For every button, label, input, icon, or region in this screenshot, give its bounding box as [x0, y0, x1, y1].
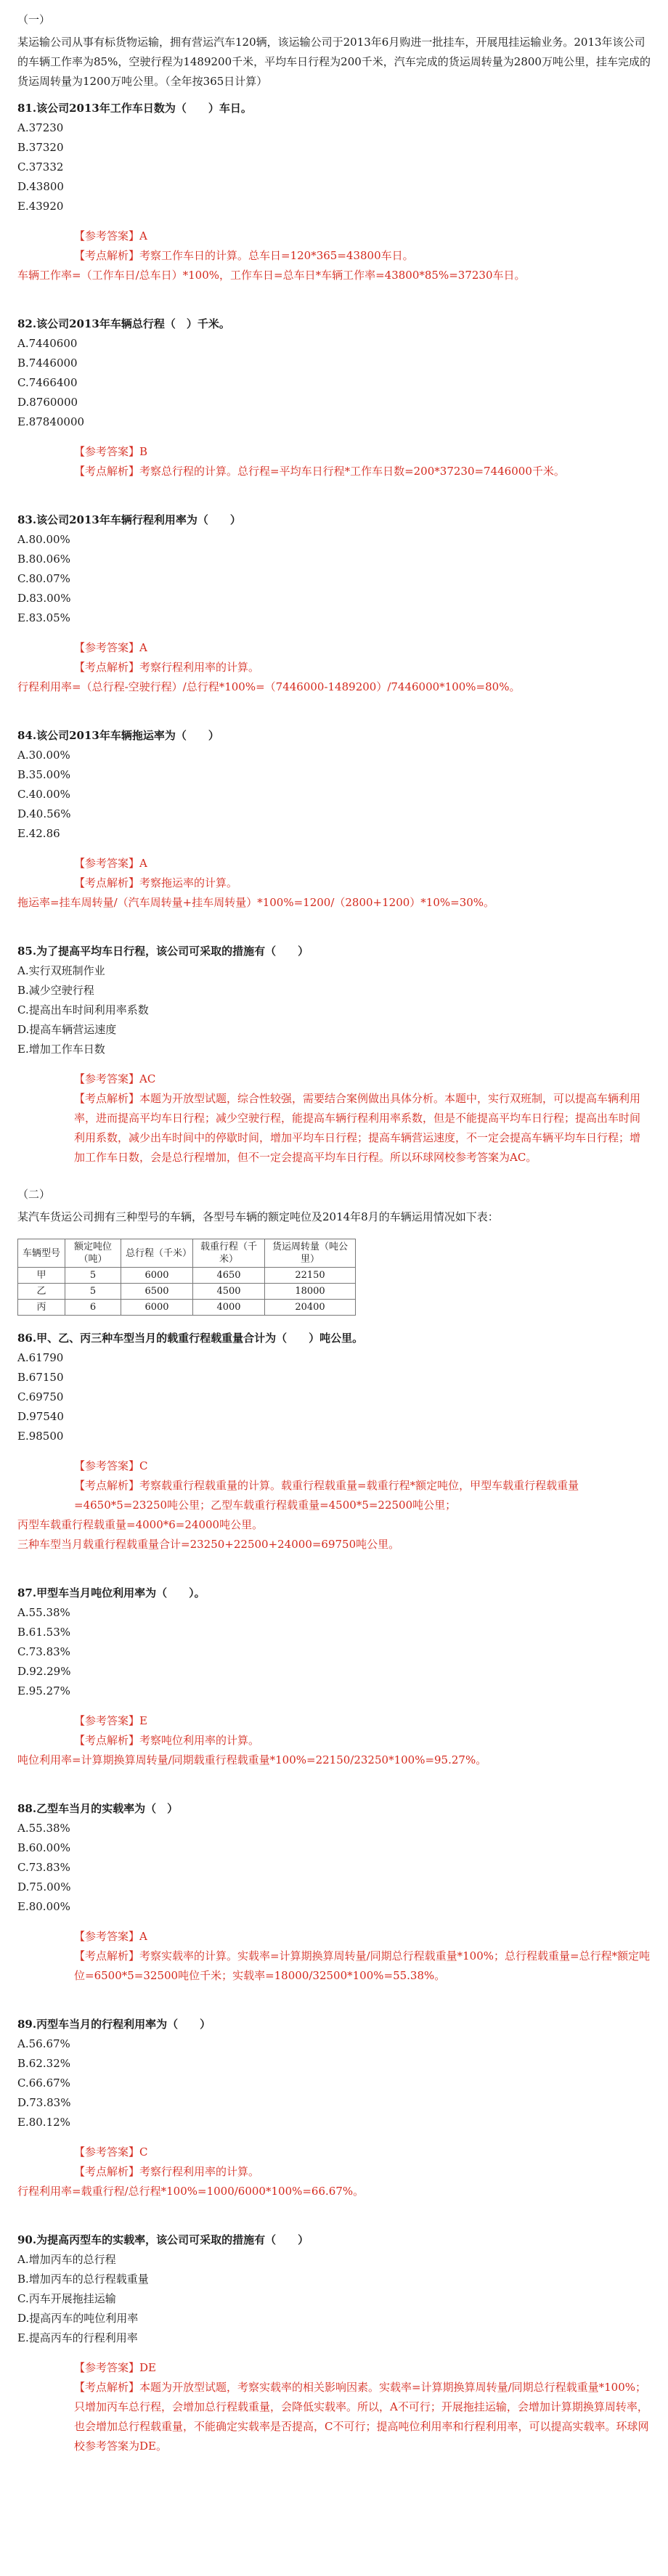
reference-answer: 【参考答案】C [74, 2145, 148, 2159]
table-cell: 4650 [193, 1268, 265, 1284]
table-header-cell: 车辆型号 [18, 1239, 65, 1268]
answer-option: C.69750 [17, 1390, 64, 1403]
question-stem: 85.为了提高平均车日行程，该公司可采取的措施有（ ） [17, 945, 309, 958]
question-block [17, 99, 651, 314]
answer-option: D.40.56% [17, 807, 71, 820]
table-row [18, 1300, 356, 1316]
question-stem: 81.该公司2013年工作车日数为（ ）车日。 [17, 102, 252, 115]
answer-option: B.减少空驶行程 [17, 984, 94, 997]
reference-answer: 【参考答案】C [74, 1459, 148, 1472]
answer-option: D.75.00% [17, 1880, 71, 1894]
document-page [17, 10, 651, 2466]
answer-option: B.增加丙车的总行程载重量 [17, 2273, 149, 2286]
answer-option: B.7446000 [17, 356, 78, 370]
answer-explanation [17, 638, 651, 697]
answer-option: B.67150 [17, 1371, 64, 1384]
analysis-text: 【考点解析】考察行程利用率的计算。 [74, 661, 260, 674]
analysis-text: 【考点解析】考察实载率的计算。实载率=计算期换算周转量/同期总行程载重量*100%；总行程载重量=总行程*额定吨位=6500*5=32500吨位千米；实载率=18000/32500*100%=55.38%。 [74, 1949, 651, 1982]
table-cell: 丙 [18, 1300, 65, 1316]
table-cell: 5 [65, 1284, 121, 1300]
formula-line: 行程利用率=（总行程-空驶行程）/总行程*100%=（7446000-1489200）/7446000*100%=80%。 [17, 680, 521, 693]
answer-option: A.55.38% [17, 1822, 70, 1835]
answer-option: D.43800 [17, 180, 64, 193]
reference-answer: 【参考答案】B [74, 445, 148, 458]
table-cell: 5 [65, 1268, 121, 1284]
answer-option: E.98500 [17, 1430, 64, 1443]
answer-option: B.37320 [17, 141, 64, 154]
table-cell: 6000 [121, 1268, 193, 1284]
table-cell: 22150 [265, 1268, 356, 1284]
answer-option: D.8760000 [17, 396, 78, 409]
answer-option: A.实行双班制作业 [17, 964, 105, 977]
answer-option: B.35.00% [17, 768, 70, 781]
question-stem: 83.该公司2013年车辆行程利用率为（ ） [17, 513, 241, 526]
answer-option: C.40.00% [17, 788, 70, 801]
answer-option: B.61.53% [17, 1626, 70, 1639]
table-cell: 甲 [18, 1268, 65, 1284]
answer-option: A.80.00% [17, 533, 70, 546]
reference-answer: 【参考答案】A [74, 1930, 147, 1943]
answer-option: C.7466400 [17, 376, 78, 389]
table-cell: 6500 [121, 1284, 193, 1300]
question-stem: 86.甲、乙、丙三种车型当月的载重行程载重量合计为（ ）吨公里。 [17, 1332, 364, 1345]
answer-option: B.62.32% [17, 2057, 70, 2070]
analysis-text: 【考点解析】本题为开放型试题，考察实载率的相关影响因素。实载率=计算期换算周转量/同期总行程载重量*100%；只增加丙车总行程，会增加总行程载重量，会降低实载率。所以，A不可行；开展拖挂运输，会增加计算期换算周转率，也会增加总行程载重量，不能确定实载率是否提高，C不可行；提高吨位利用率和行程利用率，可以提高实载率。环球网校参考答案为DE。 [74, 2381, 649, 2453]
question-stem: 84.该公司2013年车辆拖运率为（ ） [17, 729, 219, 742]
table-cell: 4000 [193, 1300, 265, 1316]
answer-explanation [17, 2143, 651, 2201]
formula-line: 拖运率=挂车周转量/（汽车周转量+挂车周转量）*100%=1200/（2800+1200）*10%=30%。 [17, 896, 495, 909]
answer-option: B.60.00% [17, 1841, 70, 1854]
answer-option: E.43920 [17, 200, 64, 213]
answer-option: A.7440600 [17, 337, 78, 350]
answer-option: C.37332 [17, 160, 64, 174]
table-header-cell: 载重行程（千米） [193, 1239, 265, 1268]
answer-option: E.80.12% [17, 2116, 70, 2129]
answer-option: A.30.00% [17, 749, 70, 762]
answer-option: E.42.86 [17, 827, 60, 840]
table-cell: 乙 [18, 1284, 65, 1300]
answer-explanation [17, 854, 651, 913]
table-row [18, 1284, 356, 1300]
reference-answer: 【参考答案】E [74, 1714, 147, 1727]
analysis-text: 【考点解析】本题为开放型试题，综合性较强，需要结合案例做出具体分析。本题中，实行双班制，可以提高车辆利用率，进而提高平均车日行程；减少空驶行程，能提高车辆行程利用率系数，但是不能提高平均车日行程；提高出车时间利用系数，减少出车时间中的停歇时间，增加平均车日行程；提高车辆营运速度，不一定会提高车辆平均车日行程；增加工作车日数，会是总行程增加，但不一定会提高平均车日行程。所以环球网校参考答案为AC。 [74, 1092, 641, 1164]
answer-option: C.73.83% [17, 1645, 70, 1658]
reference-answer: 【参考答案】DE [74, 2361, 156, 2374]
table-header-cell: 额定吨位（吨） [65, 1239, 121, 1268]
answer-explanation [17, 1711, 651, 1770]
case-intro-2: 某汽车货运公司拥有三种型号的车辆，各型号车辆的额定吨位及2014年8月的车辆运用情况如下表： [17, 1210, 499, 1223]
question-stem: 88.乙型车当月的实载率为（ ） [17, 1802, 179, 1815]
analysis-text: 【考点解析】考察吨位利用率的计算。 [74, 1734, 260, 1747]
question-block [17, 2230, 651, 2456]
table-row [18, 1268, 356, 1284]
answer-option: A.56.67% [17, 2037, 70, 2050]
section-header-2: （二） [17, 1188, 51, 1201]
answer-option: E.80.00% [17, 1900, 70, 1913]
reference-answer: 【参考答案】A [74, 857, 147, 870]
analysis-text: 【考点解析】考察行程利用率的计算。 [74, 2165, 260, 2178]
table-header-cell: 总行程（千米） [121, 1239, 193, 1268]
answer-explanation [17, 1927, 651, 1986]
reference-answer: 【参考答案】AC [74, 1072, 156, 1085]
question-block [17, 1799, 651, 2015]
table-cell: 20400 [265, 1300, 356, 1316]
case-intro-1: 某运输公司从事有标货物运输，拥有营运汽车120辆，该运输公司于2013年6月购进一批挂车，开展甩挂运输业务。2013年该公司的车辆工作率为85%，空驶行程为1489200千米，平均车日行程为200千米，汽车完成的货运周转量为2800万吨公里，挂车完成的货运周转量为1200万吨公里。（全年按365日计算） [17, 36, 651, 88]
answer-explanation [17, 1069, 651, 1167]
question-block [17, 2015, 651, 2230]
question-stem: 89.丙型车当月的行程利用率为（ ） [17, 2018, 211, 2031]
table-cell: 6000 [121, 1300, 193, 1316]
answer-option: D.83.00% [17, 592, 71, 605]
formula-line: 行程利用率=载重行程/总行程*100%=1000/6000*100%=66.67%。 [17, 2185, 364, 2198]
question-group-2 [17, 1329, 651, 2456]
formula-line: 车辆工作率=（工作车日/总车日）*100%，工作车日=总车日*车辆工作率=43800*85%=37230车日。 [17, 269, 526, 282]
vehicle-data-table [17, 1239, 356, 1316]
question-stem: 82.该公司2013年车辆总行程（ ）千米。 [17, 317, 230, 330]
answer-option: C.66.67% [17, 2076, 70, 2090]
answer-option: E.83.05% [17, 611, 70, 624]
question-block [17, 942, 651, 1167]
answer-option: D.提高丙车的吨位利用率 [17, 2312, 139, 2325]
answer-explanation [17, 2358, 651, 2456]
answer-explanation [17, 442, 651, 481]
formula-line: 丙型车载重行程载重量=4000*6=24000吨公里。 [17, 1518, 264, 1531]
answer-option: C.丙车开展拖挂运输 [17, 2292, 116, 2305]
answer-option: A.61790 [17, 1351, 64, 1364]
answer-option: E.95.27% [17, 1684, 70, 1697]
question-block [17, 726, 651, 942]
answer-option: D.提高车辆营运速度 [17, 1023, 117, 1036]
answer-option: B.80.06% [17, 553, 70, 566]
analysis-text: 【考点解析】考察载重行程载重量的计算。载重行程载重量=载重行程*额定吨位，甲型车载重行程载重量=4650*5=23250吨公里；乙型车载重行程载重量=4500*5=22500吨公里； [74, 1479, 579, 1512]
analysis-text: 【考点解析】考察拖运率的计算。 [74, 876, 238, 889]
answer-option: E.提高丙车的行程利用率 [17, 2331, 138, 2344]
answer-option: C.80.07% [17, 572, 70, 585]
answer-explanation [17, 227, 651, 285]
answer-option: D.97540 [17, 1410, 64, 1423]
analysis-text: 【考点解析】考察工作车日的计算。总车日=120*365=43800车日。 [74, 249, 414, 262]
question-block [17, 314, 651, 510]
question-stem: 90.为提高丙型车的实载率，该公司可采取的措施有（ ） [17, 2233, 309, 2246]
reference-answer: 【参考答案】A [74, 641, 147, 654]
answer-option: E.87840000 [17, 415, 85, 428]
question-block [17, 1583, 651, 1799]
answer-option: C.73.83% [17, 1861, 70, 1874]
answer-option: A.55.38% [17, 1606, 70, 1619]
answer-option: E.增加工作车日数 [17, 1043, 105, 1056]
question-stem: 87.甲型车当月吨位利用率为（ ）。 [17, 1586, 205, 1599]
table-header-row [18, 1239, 356, 1268]
reference-answer: 【参考答案】A [74, 229, 147, 242]
answer-option: A.37230 [17, 121, 64, 134]
answer-option: D.92.29% [17, 1665, 71, 1678]
formula-line: 吨位利用率=计算期换算周转量/同期载重行程载重量*100%=22150/23250*100%=95.27%。 [17, 1753, 487, 1766]
question-block [17, 1329, 651, 1583]
question-block [17, 510, 651, 726]
answer-option: C.提高出车时间利用率系数 [17, 1003, 149, 1016]
formula-line: 三种车型当月载重行程载重量合计=23250+22500+24000=69750吨公里。 [17, 1538, 400, 1551]
table-cell: 4500 [193, 1284, 265, 1300]
answer-explanation [17, 1456, 651, 1554]
table-cell: 18000 [265, 1284, 356, 1300]
section-header-1: （一） [17, 13, 51, 26]
analysis-text: 【考点解析】考察总行程的计算。总行程=平均车日行程*工作车日数=200*37230=7446000千米。 [74, 465, 565, 478]
question-group-1 [17, 99, 651, 1167]
table-cell: 6 [65, 1300, 121, 1316]
table-header-cell: 货运周转量（吨公里） [265, 1239, 356, 1268]
answer-option: A.增加丙车的总行程 [17, 2253, 116, 2266]
answer-option: D.73.83% [17, 2096, 71, 2109]
